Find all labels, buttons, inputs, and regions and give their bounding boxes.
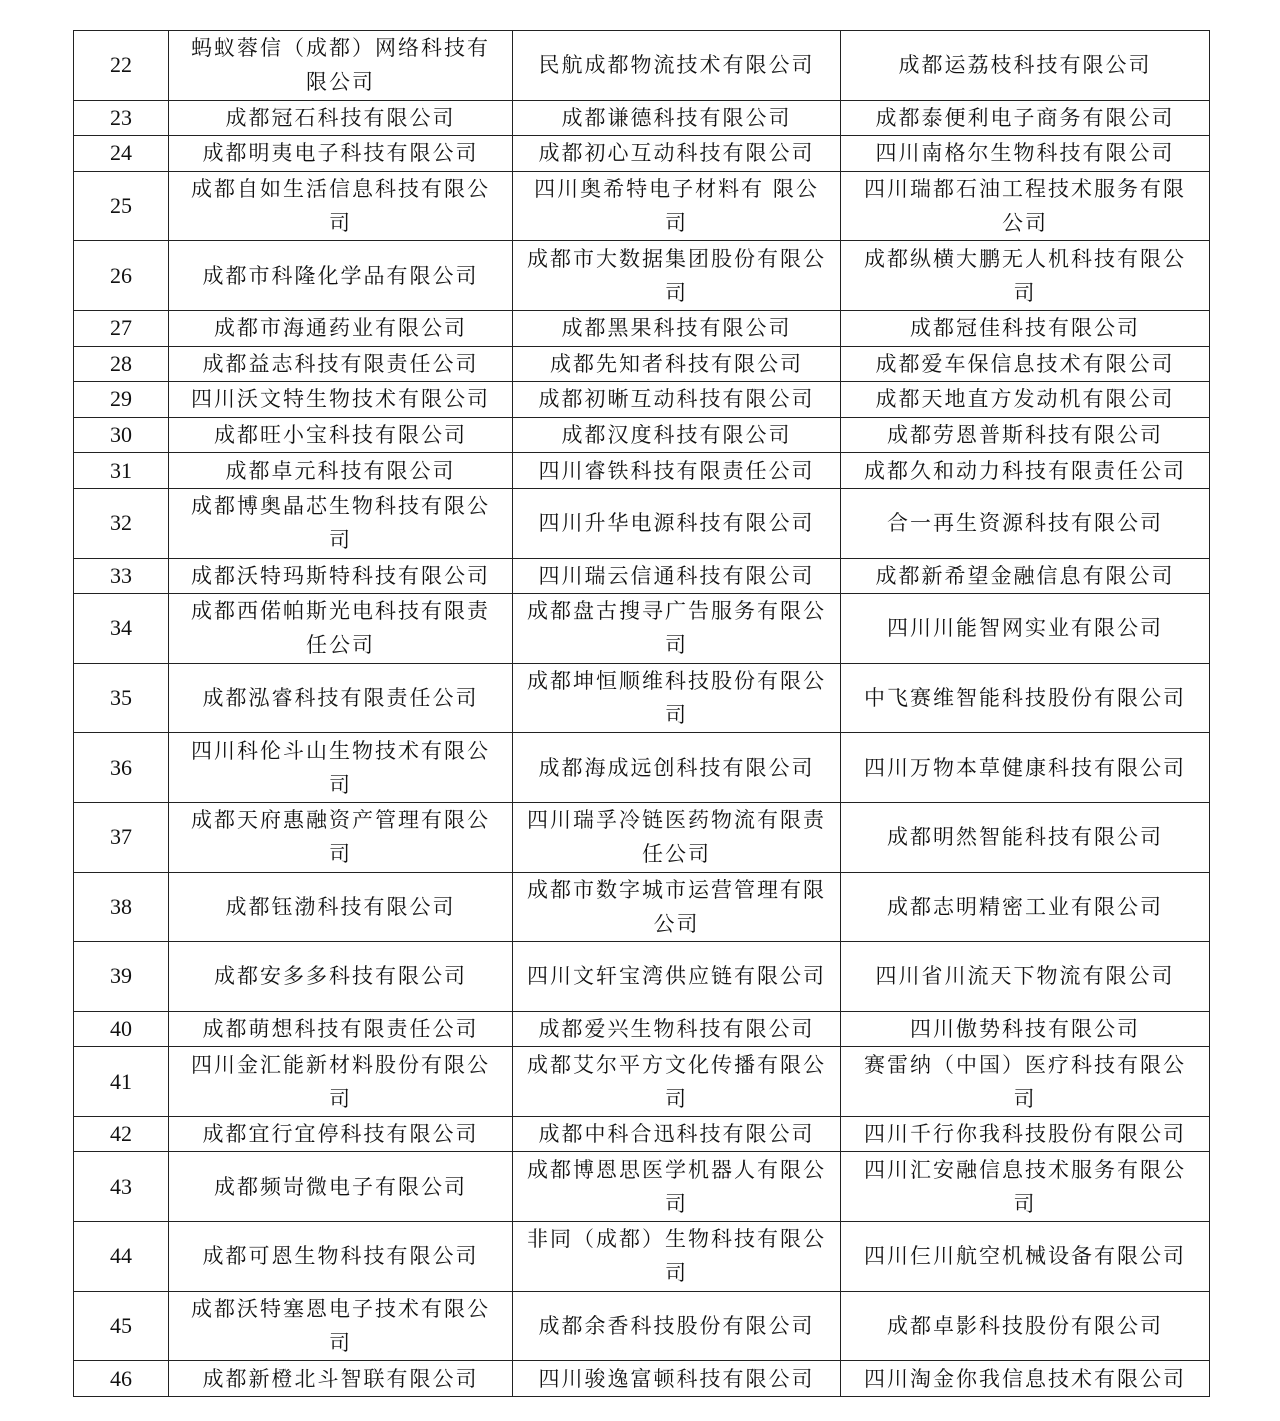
company-cell-col3: 成都泰便利电子商务有限公司 <box>841 100 1210 136</box>
table-row <box>74 1047 1210 1117</box>
company-cell-col1: 成都可恩生物科技有限公司 <box>169 1222 513 1292</box>
table-row <box>74 382 1210 418</box>
table-body <box>74 31 1210 1397</box>
company-cell-col1: 四川科伦斗山生物技术有限公司 <box>169 733 513 803</box>
row-number: 41 <box>74 1047 169 1117</box>
table-row <box>74 241 1210 311</box>
company-cell-col3: 成都爱车保信息技术有限公司 <box>841 346 1210 382</box>
row-number: 22 <box>74 31 169 101</box>
company-cell-col2: 成都中科合迅科技有限公司 <box>513 1116 841 1152</box>
table-row <box>74 802 1210 872</box>
table-row <box>74 594 1210 664</box>
table-row <box>74 100 1210 136</box>
company-cell-col1: 成都市海通药业有限公司 <box>169 310 513 346</box>
company-cell-col2: 成都初晰互动科技有限公司 <box>513 382 841 418</box>
row-number: 38 <box>74 872 169 942</box>
company-cell-col3: 成都新希望金融信息有限公司 <box>841 558 1210 594</box>
row-number: 36 <box>74 733 169 803</box>
company-cell-col3: 四川傲势科技有限公司 <box>841 1011 1210 1047</box>
row-number: 45 <box>74 1291 169 1361</box>
company-cell-col3: 成都冠佳科技有限公司 <box>841 310 1210 346</box>
company-cell-col1: 四川沃文特生物技术有限公司 <box>169 382 513 418</box>
company-cell-col3: 成都明然智能科技有限公司 <box>841 802 1210 872</box>
company-cell-col1: 成都西偌帕斯光电科技有限责任公司 <box>169 594 513 664</box>
company-cell-col1: 四川金汇能新材料股份有限公司 <box>169 1047 513 1117</box>
table-row <box>74 346 1210 382</box>
company-cell-col2: 成都爱兴生物科技有限公司 <box>513 1011 841 1047</box>
company-cell-col3: 成都劳恩普斯科技有限公司 <box>841 417 1210 453</box>
company-cell-col3: 四川川能智网实业有限公司 <box>841 594 1210 664</box>
company-cell-col2: 成都黑果科技有限公司 <box>513 310 841 346</box>
company-cell-col1: 成都频岢微电子有限公司 <box>169 1152 513 1222</box>
company-cell-col1: 成都天府惠融资产管理有限公司 <box>169 802 513 872</box>
row-number: 46 <box>74 1361 169 1397</box>
table-row <box>74 31 1210 101</box>
company-cell-col1: 成都沃特塞恩电子技术有限公司 <box>169 1291 513 1361</box>
company-cell-col1: 蚂蚁蓉信（成都）网络科技有限公司 <box>169 31 513 101</box>
company-cell-col1: 成都市科隆化学品有限公司 <box>169 241 513 311</box>
company-cell-col2: 四川奥希特电子材料有 限公司 <box>513 171 841 241</box>
table-row <box>74 453 1210 489</box>
company-cell-col1: 成都新橙北斗智联有限公司 <box>169 1361 513 1397</box>
table-row <box>74 872 1210 942</box>
company-list-table <box>73 30 1210 1397</box>
table-row <box>74 1152 1210 1222</box>
company-cell-col3: 中飞赛维智能科技股份有限公司 <box>841 663 1210 733</box>
company-cell-col3: 赛雷纳（中国）医疗科技有限公司 <box>841 1047 1210 1117</box>
table-row <box>74 1011 1210 1047</box>
company-cell-col2: 成都初心互动科技有限公司 <box>513 136 841 172</box>
company-cell-col1: 成都自如生活信息科技有限公司 <box>169 171 513 241</box>
table-row <box>74 942 1210 1012</box>
company-cell-col1: 成都冠石科技有限公司 <box>169 100 513 136</box>
company-cell-col3: 四川仨川航空机械设备有限公司 <box>841 1222 1210 1292</box>
row-number: 24 <box>74 136 169 172</box>
company-cell-col1: 成都安多多科技有限公司 <box>169 942 513 1012</box>
row-number: 35 <box>74 663 169 733</box>
table-row <box>74 310 1210 346</box>
company-cell-col3: 四川汇安融信息技术服务有限公司 <box>841 1152 1210 1222</box>
company-cell-col2: 成都坤恒顺维科技股份有限公司 <box>513 663 841 733</box>
company-cell-col2: 四川文轩宝湾供应链有限公司 <box>513 942 841 1012</box>
company-cell-col2: 民航成都物流技术有限公司 <box>513 31 841 101</box>
row-number: 23 <box>74 100 169 136</box>
company-cell-col1: 成都沃特玛斯特科技有限公司 <box>169 558 513 594</box>
company-cell-col1: 成都钰渤科技有限公司 <box>169 872 513 942</box>
company-cell-col1: 成都明夷电子科技有限公司 <box>169 136 513 172</box>
company-cell-col2: 非同（成都）生物科技有限公司 <box>513 1222 841 1292</box>
company-cell-col2: 成都谦德科技有限公司 <box>513 100 841 136</box>
table-row <box>74 136 1210 172</box>
table-row <box>74 1116 1210 1152</box>
row-number: 34 <box>74 594 169 664</box>
table-row <box>74 171 1210 241</box>
row-number: 26 <box>74 241 169 311</box>
row-number: 44 <box>74 1222 169 1292</box>
row-number: 30 <box>74 417 169 453</box>
table-row <box>74 558 1210 594</box>
table-row <box>74 663 1210 733</box>
company-cell-col3: 四川省川流天下物流有限公司 <box>841 942 1210 1012</box>
company-cell-col2: 成都博恩思医学机器人有限公司 <box>513 1152 841 1222</box>
table-row <box>74 1222 1210 1292</box>
row-number: 31 <box>74 453 169 489</box>
company-cell-col3: 成都志明精密工业有限公司 <box>841 872 1210 942</box>
company-cell-col3: 四川淘金你我信息技术有限公司 <box>841 1361 1210 1397</box>
company-cell-col3: 合一再生资源科技有限公司 <box>841 488 1210 558</box>
company-cell-col2: 成都艾尔平方文化传播有限公司 <box>513 1047 841 1117</box>
company-cell-col2: 四川骏逸富顿科技有限公司 <box>513 1361 841 1397</box>
company-cell-col3: 成都运荔枝科技有限公司 <box>841 31 1210 101</box>
company-cell-col2: 四川升华电源科技有限公司 <box>513 488 841 558</box>
company-cell-col1: 成都宜行宜停科技有限公司 <box>169 1116 513 1152</box>
row-number: 39 <box>74 942 169 1012</box>
table-row <box>74 488 1210 558</box>
company-cell-col1: 成都卓元科技有限公司 <box>169 453 513 489</box>
row-number: 37 <box>74 802 169 872</box>
company-cell-col2: 成都盘古搜寻广告服务有限公司 <box>513 594 841 664</box>
company-cell-col2: 成都市数字城市运营管理有限公司 <box>513 872 841 942</box>
row-number: 33 <box>74 558 169 594</box>
row-number: 43 <box>74 1152 169 1222</box>
company-cell-col2: 四川睿铁科技有限责任公司 <box>513 453 841 489</box>
company-cell-col1: 成都益志科技有限责任公司 <box>169 346 513 382</box>
row-number: 32 <box>74 488 169 558</box>
company-cell-col1: 成都泓睿科技有限责任公司 <box>169 663 513 733</box>
company-cell-col2: 成都海成远创科技有限公司 <box>513 733 841 803</box>
row-number: 40 <box>74 1011 169 1047</box>
table-row <box>74 1291 1210 1361</box>
table-row <box>74 417 1210 453</box>
row-number: 25 <box>74 171 169 241</box>
company-cell-col3: 四川千行你我科技股份有限公司 <box>841 1116 1210 1152</box>
company-cell-col1: 成都旺小宝科技有限公司 <box>169 417 513 453</box>
company-cell-col3: 成都久和动力科技有限责任公司 <box>841 453 1210 489</box>
row-number: 42 <box>74 1116 169 1152</box>
company-cell-col2: 成都余香科技股份有限公司 <box>513 1291 841 1361</box>
table-row <box>74 1361 1210 1397</box>
company-cell-col3: 四川瑞都石油工程技术服务有限公司 <box>841 171 1210 241</box>
row-number: 28 <box>74 346 169 382</box>
company-cell-col1: 成都萌想科技有限责任公司 <box>169 1011 513 1047</box>
company-cell-col2: 四川瑞云信通科技有限公司 <box>513 558 841 594</box>
company-cell-col2: 成都市大数据集团股份有限公司 <box>513 241 841 311</box>
company-cell-col2: 四川瑞孚冷链医药物流有限责任公司 <box>513 802 841 872</box>
company-cell-col3: 成都纵横大鹏无人机科技有限公司 <box>841 241 1210 311</box>
table-row <box>74 733 1210 803</box>
company-cell-col3: 四川南格尔生物科技有限公司 <box>841 136 1210 172</box>
company-cell-col2: 成都先知者科技有限公司 <box>513 346 841 382</box>
company-cell-col1: 成都博奥晶芯生物科技有限公司 <box>169 488 513 558</box>
document-page <box>73 30 1209 1397</box>
company-cell-col2: 成都汉度科技有限公司 <box>513 417 841 453</box>
row-number: 29 <box>74 382 169 418</box>
company-cell-col3: 四川万物本草健康科技有限公司 <box>841 733 1210 803</box>
company-cell-col3: 成都天地直方发动机有限公司 <box>841 382 1210 418</box>
company-cell-col3: 成都卓影科技股份有限公司 <box>841 1291 1210 1361</box>
row-number: 27 <box>74 310 169 346</box>
